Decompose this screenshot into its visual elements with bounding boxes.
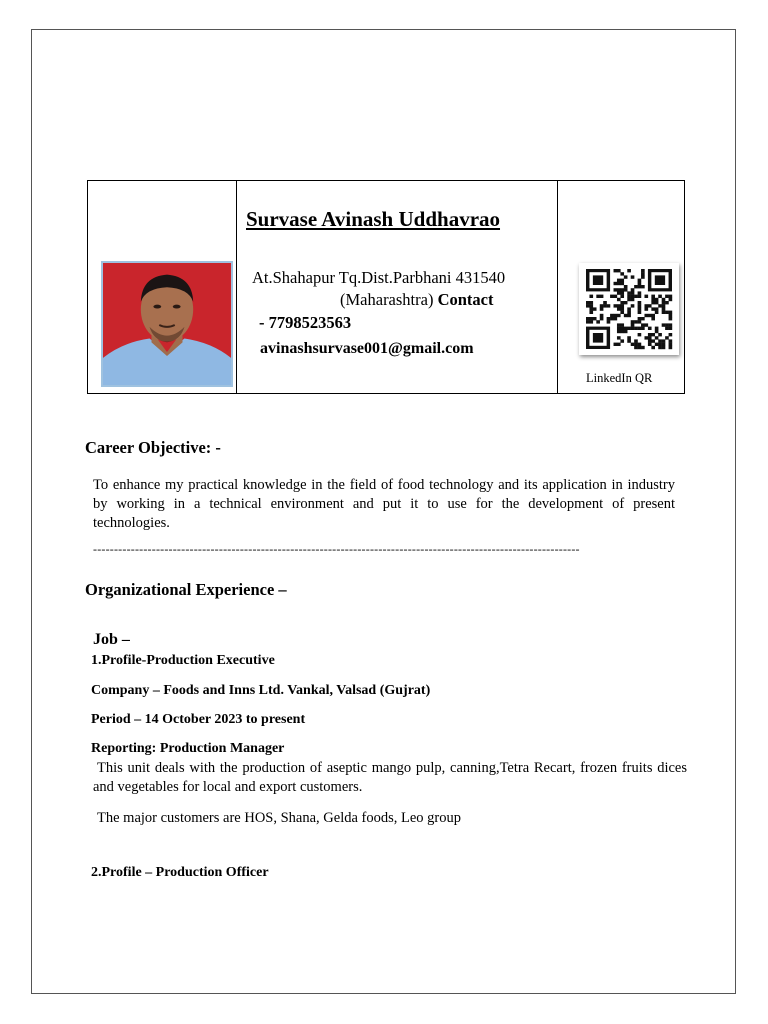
linkedin-qr-code — [579, 263, 679, 355]
job1-description: This unit deals with the production of aseptic mango pulp, canning,Tetra Recart, frozen fruits dices and vegetables for local and export customers. — [93, 760, 687, 795]
job1-customers: The major customers are HOS, Shana, Gelda foods, Leo group — [97, 810, 462, 826]
contact-label: Contact — [437, 290, 494, 309]
profile-photo — [101, 261, 233, 387]
career-objective-text: To enhance my practical knowledge in the field of food technology and its application in industry by working in a technical environment and put it to use for the development of present technologies. — [93, 477, 675, 531]
qr-label: LinkedIn QR — [586, 371, 653, 385]
job1-profile: 1.Profile-Production Executive — [91, 653, 275, 668]
email-address: avinashsurvase001@gmail.com — [260, 340, 474, 357]
photo-cell — [88, 181, 237, 393]
job-label: Job – — [93, 631, 130, 648]
contact-info-cell — [237, 181, 558, 393]
qr-cell — [558, 181, 684, 393]
header-table — [87, 180, 685, 394]
job1-reporting: Reporting: Production Manager — [91, 741, 285, 756]
job1-period: Period – 14 October 2023 to present — [91, 712, 306, 727]
career-objective-heading: Career Objective: - — [85, 438, 221, 457]
phone-number: - 7798523563 — [259, 313, 352, 332]
address-line-2 — [340, 290, 493, 310]
section-separator: -------------------------------------------------------------------------------------------------------------------- — [93, 542, 580, 556]
experience-heading: Organizational Experience – — [85, 580, 287, 599]
job1-company: Company – Foods and Inns Ltd. Vankal, Valsad (Gujrat) — [91, 683, 431, 698]
candidate-name: Survase Avinash Uddhavrao — [246, 207, 501, 231]
address-state: (Maharashtra) — [340, 290, 434, 309]
job2-profile: 2.Profile – Production Officer — [91, 865, 269, 880]
address-line-1: At.Shahapur Tq.Dist.Parbhani 431540 — [252, 268, 506, 287]
